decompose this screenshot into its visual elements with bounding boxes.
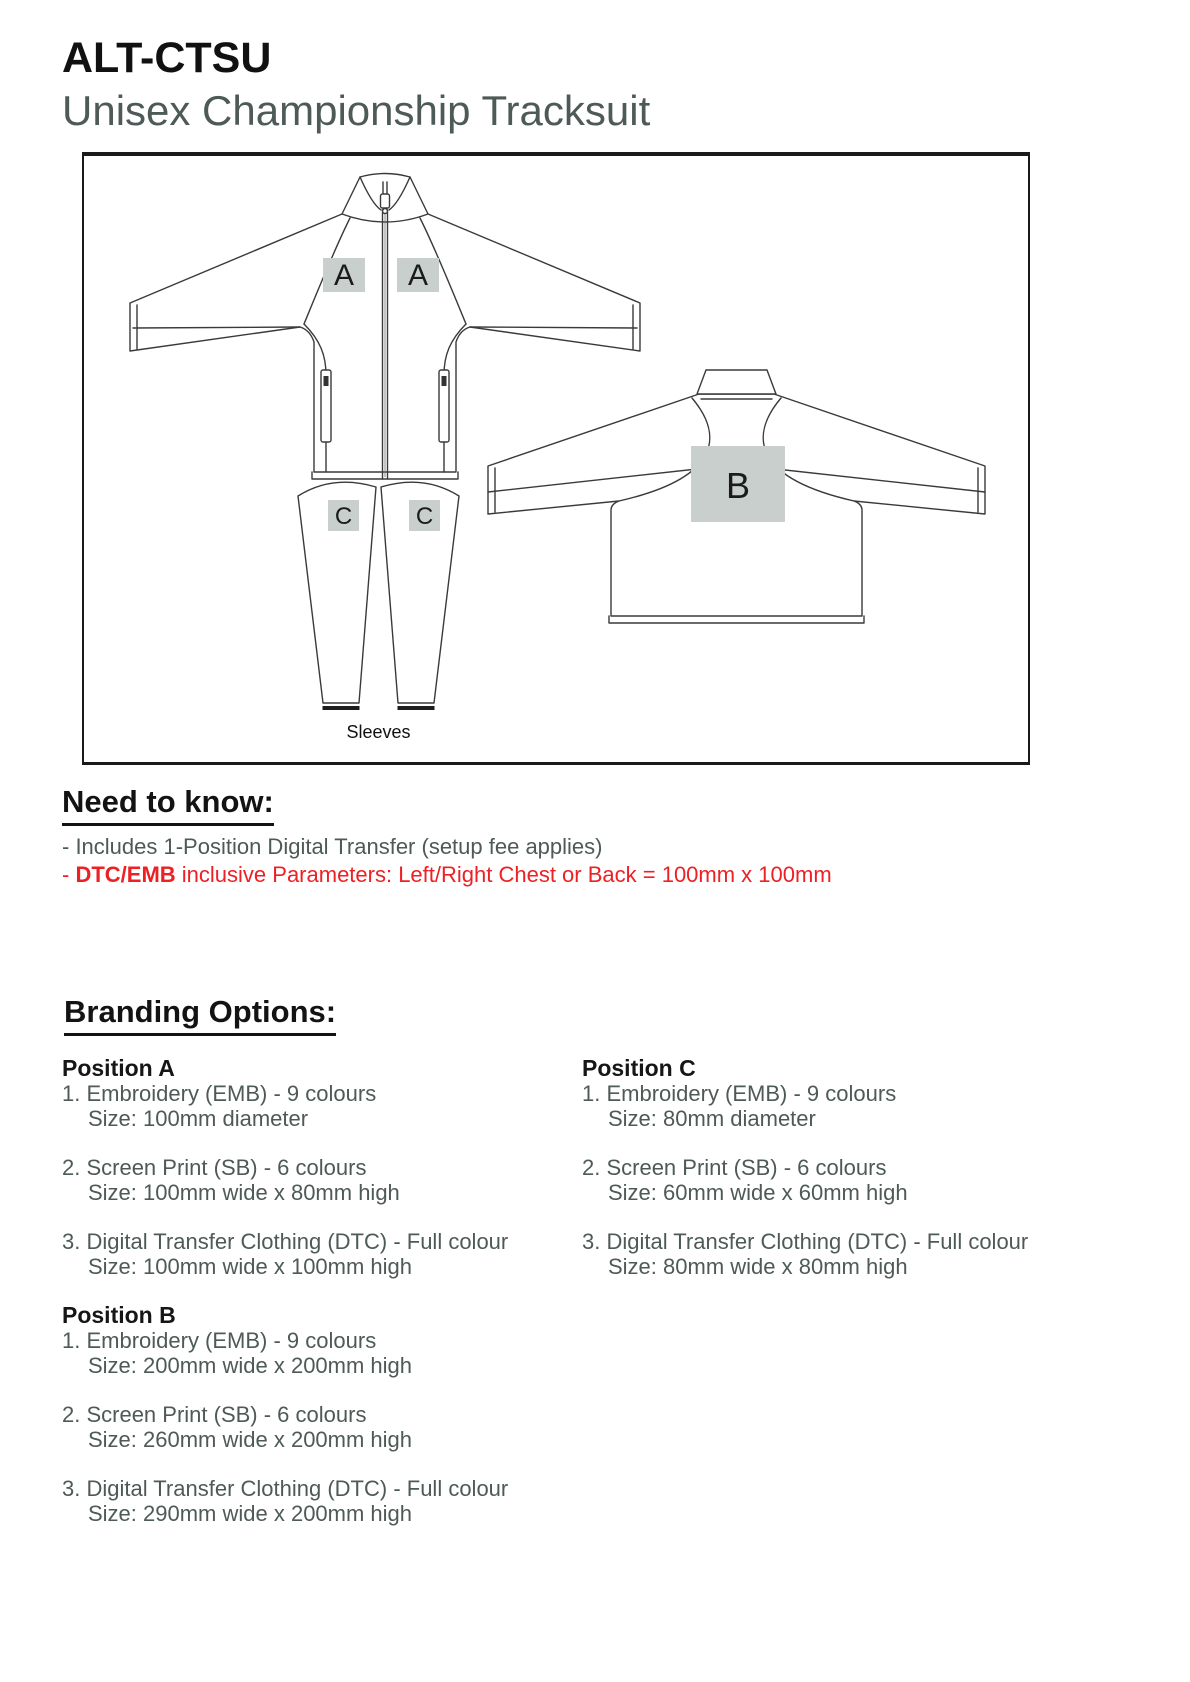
position-c-section xyxy=(582,1056,1102,1279)
position-b-option-3 xyxy=(62,1476,582,1526)
garment-diagram-panel xyxy=(82,152,1030,765)
position-b-title: Position B xyxy=(62,1302,176,1328)
sleeves-caption: Sleeves xyxy=(346,722,411,742)
position-c-option-1 xyxy=(582,1081,1102,1131)
front-left-sleeve-seam xyxy=(133,327,300,328)
option-size: Size: 100mm wide x 80mm high xyxy=(88,1180,400,1205)
option-label: 3. Digital Transfer Clothing (DTC) - Full colour xyxy=(582,1229,1029,1254)
option-size: Size: 290mm wide x 200mm high xyxy=(88,1501,413,1526)
option-size: Size: 80mm diameter xyxy=(608,1106,816,1131)
front-left-pocket-zip-pull xyxy=(324,376,329,386)
front-right-sleeve-seam xyxy=(470,327,637,328)
position-c-marker-right-label: C xyxy=(415,503,434,530)
option-size: Size: 60mm wide x 60mm high xyxy=(608,1180,908,1205)
option-label: 1. Embroidery (EMB) - 9 colours xyxy=(62,1328,377,1353)
option-label: 3. Digital Transfer Clothing (DTC) - Full colour xyxy=(62,1229,509,1254)
product-code-title: ALT-CTSU xyxy=(62,34,272,82)
option-size: Size: 260mm wide x 200mm high xyxy=(88,1427,413,1452)
note-2-highlight: DTC/EMB xyxy=(75,862,176,887)
position-b-option-2 xyxy=(62,1402,582,1452)
position-c-marker-left-label: C xyxy=(334,503,353,530)
position-a-option-1 xyxy=(62,1081,582,1131)
position-b-marker-label: B xyxy=(725,465,751,506)
position-a-section xyxy=(62,1056,582,1279)
note-2-text: inclusive Parameters: Left/Right Chest or Back = 100mm x 100mm xyxy=(175,862,832,887)
position-a-option-2 xyxy=(62,1155,582,1205)
option-label: 1. Embroidery (EMB) - 9 colours xyxy=(582,1081,897,1106)
back-collar xyxy=(697,370,776,394)
option-label: 1. Embroidery (EMB) - 9 colours xyxy=(62,1081,377,1106)
front-zip-slider xyxy=(381,194,390,208)
option-label: 2. Screen Print (SB) - 6 colours xyxy=(62,1155,367,1180)
position-a-option-3 xyxy=(62,1229,582,1279)
position-b-section xyxy=(62,1303,582,1526)
branding-column-left xyxy=(62,1056,582,1550)
note-2-dash: - xyxy=(62,862,76,887)
option-size: Size: 100mm wide x 100mm high xyxy=(88,1254,413,1279)
need-to-know-note-2 xyxy=(62,862,832,888)
branding-options-heading: Branding Options: xyxy=(64,994,336,1036)
sleeves-figure xyxy=(296,476,461,718)
option-label: 2. Screen Print (SB) - 6 colours xyxy=(582,1155,887,1180)
need-to-know-note-1: - Includes 1-Position Digital Transfer (setup fee applies) xyxy=(62,834,603,859)
position-a-marker-right-label: A xyxy=(407,259,429,292)
branding-column-right xyxy=(582,1056,1102,1303)
option-label: 2. Screen Print (SB) - 6 colours xyxy=(62,1402,367,1427)
position-c-option-2 xyxy=(582,1155,1102,1205)
position-c-option-3 xyxy=(582,1229,1102,1279)
option-size: Size: 80mm wide x 80mm high xyxy=(608,1254,908,1279)
option-size: Size: 200mm wide x 200mm high xyxy=(88,1353,413,1378)
position-a-title: Position A xyxy=(62,1055,175,1081)
position-b-option-1 xyxy=(62,1328,582,1378)
position-a-marker-left-label: A xyxy=(333,259,355,292)
position-c-title: Position C xyxy=(582,1055,696,1081)
need-to-know-heading: Need to know: xyxy=(62,784,274,826)
option-label: 3. Digital Transfer Clothing (DTC) - Full colour xyxy=(62,1476,509,1501)
product-name-subtitle: Unisex Championship Tracksuit xyxy=(62,87,651,134)
front-right-pocket-zip-pull xyxy=(442,376,447,386)
back-hem-band xyxy=(609,616,864,623)
option-size: Size: 100mm diameter xyxy=(88,1106,309,1131)
jacket-back-figure xyxy=(484,368,989,670)
